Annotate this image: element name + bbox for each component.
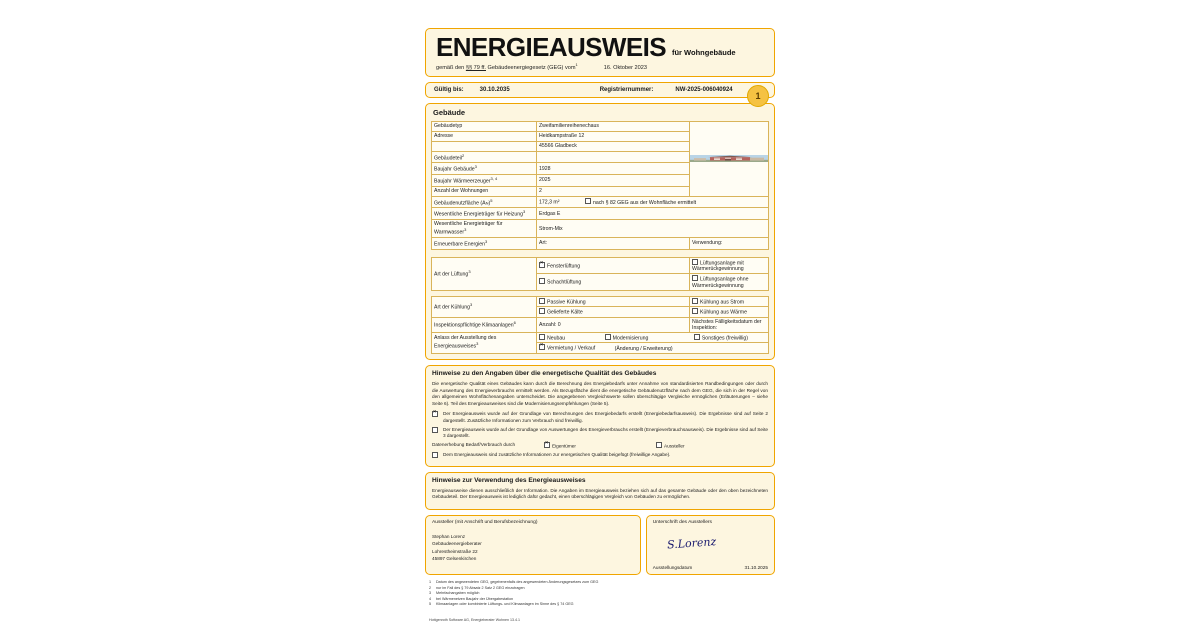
validity-box [425,82,775,98]
issuer-city: 45897 Gelsenkirchen [432,555,477,561]
table-row [432,220,769,238]
heating-energy-label-text: Wesentliche Energieträger für Heizung [434,212,524,219]
renewable-label-text: Erneuerbare Energien [434,241,486,248]
signature-mark: S.Lorenz [666,535,717,552]
reason-option[interactable] [605,334,649,342]
issuer-details-title: Aussteller (mit Anschrift und Berufsbezeichnung) [432,520,538,526]
table-row [432,296,769,307]
footnote-text: Klimaanlagen oder kombinierte Lüftungs- und Klimaanlagen im Sinne des § 74 GEG [436,602,574,607]
row-label [432,175,537,187]
reason-options-row [537,343,769,354]
footnote-number: 1 [429,580,432,585]
reason-option-label: (Änderung / Erweiterung) [614,345,673,352]
checkbox-icon[interactable] [432,427,438,433]
cooling-label [432,296,537,317]
legal-rest: Gebäudeenergiegesetz (GEG) vom [485,64,576,71]
inspection-sup: 6 [513,320,516,326]
reason-option [615,346,673,352]
water-energy-sup: 3 [464,227,467,233]
building-section [425,103,775,360]
usable-area-label-text: Gebäudenutzfläche (A [434,200,486,207]
row-label-text: Gebäudeteil [434,155,462,162]
footnote-number: 3 [429,591,432,596]
page-number-badge: 1 [747,85,769,107]
checkbox-icon[interactable] [692,275,698,281]
cooling-label-text: Art der Kühlung [434,305,471,312]
additional-info-text: Dem Energieausweis sind zusätzliche Informationen zur energetischen Qualität beigefügt (freiwillige Angabe). [443,451,671,457]
reason-option-label: Sonstiges (freiwillig) [701,335,748,342]
reason-option[interactable] [694,334,748,342]
reason-label-line1: Anlass der Ausstellung des [434,335,497,342]
checkbox-icon[interactable] [656,442,662,448]
reason-option-label: Vermietung / Verkauf [547,345,596,352]
issuer-street: Lohrestheimstraße 22 [432,548,478,554]
footnote-text: bei Wärmenetzen Baujahr der Übergabestation [436,596,514,601]
row-value: 1928 [537,163,690,175]
building-photo [690,155,768,162]
row-label [432,141,537,151]
checkbox-icon[interactable] [692,259,698,265]
row-label: Anzahl der Wohnungen [432,186,537,196]
water-energy-label-text: Wesentliche Energieträger für Warmwasser [434,221,503,236]
usable-area-value: 172,3 m² [539,199,560,206]
row-value [537,151,690,163]
validity-label: Gültig bis: [434,86,464,93]
table-row [432,196,769,208]
title-row [436,32,764,62]
validity-value: 30.10.2035 [479,86,510,93]
water-energy-value: Strom-Mix [537,220,769,238]
checkbox-icon[interactable] [432,452,438,458]
usable-area-sup: 5 [490,197,493,203]
usage-notes-paragraph: Energieausweise dienen ausschließlich der Information. Die Angaben im Energieausweis beziehen sich auf das gesamte Gebäude oder den oben bezeichneten Gebäudeteil. Der Energieausweis ist lediglich dafür gedacht, einen überschlägigen Vergleich von Gebäuden zu ermöglichen. [432,487,768,500]
issuer-details-body [432,533,634,562]
cooling-option[interactable] [690,307,769,318]
row-value: 2 [537,186,690,196]
renewable-art: Art: [537,237,690,249]
footnote-number: 4 [429,596,432,601]
checkbox-icon[interactable] [539,298,545,304]
checkbox-icon[interactable] [539,334,545,340]
ventilation-option[interactable] [690,274,769,291]
row-label-text: Baujahr Wärmeerzeuger [434,178,491,185]
energy-certificate-page [425,28,775,622]
renewable-sup: 3 [485,238,488,244]
footnote-text: Mehrfachangaben möglich [436,591,480,596]
reason-option[interactable] [539,344,595,352]
cooling-option-label: Passive Kühlung [547,299,586,306]
quality-option-verbrauch[interactable] [432,427,768,441]
checkbox-checked-icon[interactable] [544,442,550,448]
issuer-name: Stephan Lorenz [432,534,466,540]
renewable-verwendung: Verwendung: [690,237,769,249]
data-collection-owner-label: Eigentümer [552,443,576,449]
legal-date: 16. Oktober 2023 [603,64,647,71]
legal-sections: §§ 79 ff. [465,64,486,71]
footnote-item [429,602,771,608]
footnote-text: Datum des angewendeten GEG, gegebenenfalls des angewendeten Änderungsgesetzes zum GEG [436,580,599,585]
usable-area-label [432,196,537,208]
data-collection-issuer-label: Aussteller [664,443,685,449]
ventilation-option-label: Schachtlüftung [547,279,582,286]
checkbox-icon[interactable] [539,278,545,284]
issuer-section [425,515,775,575]
inspection-count-cell [537,317,690,332]
row-value: 45566 Gladbeck [537,141,690,151]
cooling-option-label: Gelieferte Kälte [547,309,583,316]
title-box [425,28,775,77]
row-value: 2025 [537,175,690,187]
table-row [432,317,769,332]
footnotes [425,580,775,608]
document-subtitle: für Wohngebäude [671,47,736,57]
water-energy-label [432,220,537,238]
renewable-label [432,237,537,249]
checkbox-icon[interactable] [605,334,611,340]
data-collection-row [432,442,768,449]
heating-energy-label [432,208,537,220]
quality-option-text: Der Energieausweis wurde auf der Grundlage von Auswertungen des Energieverbrauchs erstellt (Energieverbrauchsausweis). Die Ergebnisse sind auf Seite 3 dargestellt. [443,426,768,439]
reason-option-label: Modernisierung [612,335,649,342]
table-row [432,237,769,249]
table-row [432,257,769,274]
heating-energy-sup: 3 [523,209,526,215]
cooling-option-label: Kühlung aus Wärme [700,309,747,316]
inspection-label [432,317,537,332]
ventilation-label-text: Art der Lüftung [434,272,469,279]
checkbox-icon[interactable] [692,298,698,304]
cooling-option[interactable] [690,296,769,307]
table-row [432,249,769,257]
inspection-count-label: Anzahl: [539,321,557,328]
footnote-number: 2 [429,585,432,590]
row-label [432,151,537,163]
ventilation-option-label: Lüftungsanlage ohne Wärmerückgewinnung [692,276,749,289]
checkbox-checked-icon[interactable] [432,411,438,417]
inspection-label-text: Inspektionspflichtige Klimaanlagen [434,323,514,330]
data-collection-owner[interactable] [544,442,656,449]
issuer-details-box [425,515,641,575]
issue-date-label: Ausstellungsdatum [652,565,693,571]
validity-wrap [425,82,775,101]
issuer-profession: Gebäudeenergieberater [432,541,482,547]
ventilation-label [432,257,537,290]
table-row [432,332,769,343]
table-row [432,208,769,220]
checkbox-icon[interactable] [585,198,591,204]
cooling-option[interactable] [537,296,690,307]
reason-label-line2: Energieausweises [434,344,477,351]
ventilation-sup: 3 [468,269,471,275]
document-title: ENERGIEAUSWEIS [436,32,666,62]
row-value: Zweifamilienreihenechaus [537,121,690,131]
quality-notes-section [425,365,775,467]
software-credit: Hottgenroth Software AG, Energieberater Wohnen 13.4.1 [429,617,521,622]
ventilation-option[interactable] [690,257,769,274]
checkbox-icon[interactable] [694,334,700,340]
reason-option-label: Neubau [547,335,566,342]
usable-area-sub: N [485,200,489,206]
usable-area-check-label: nach § 82 GEG aus der Wohnfläche ermittelt [592,199,697,206]
registration-label: Registriernummer: [599,86,654,93]
reason-label [432,332,537,353]
issue-date-value: 31.10.2025 [744,565,768,571]
reason-sup: 3 [476,341,479,347]
inspection-due-label: Nächstes Fälligkeitsdatum der Inspektion: [690,317,769,332]
reason-option[interactable] [539,334,565,342]
quality-notes-heading: Hinweise zu den Angaben über die energetische Qualität des Gebäudes [432,369,657,377]
row-label: Adresse [432,131,537,141]
registration-value: NW-2025-006040924 [675,86,733,93]
additional-info-option[interactable] [432,452,768,459]
signature-title: Unterschrift des Ausstellers [652,520,712,526]
row-label-sup: 3 [474,164,477,170]
row-label-sup: 2 [461,152,465,158]
building-table [431,121,769,354]
issue-date-row [653,565,768,570]
row-label [432,163,537,175]
heating-energy-value: Erdgas E [537,208,769,220]
cooling-option-label: Kühlung aus Strom [700,299,745,306]
legal-footnote-marker: 1 [575,61,578,67]
footnote-number: 5 [429,602,432,607]
usage-notes-section [425,472,775,511]
usable-area-value-cell [537,196,769,208]
row-label-sup: 3, 4 [490,176,498,182]
reason-options-row [537,332,769,343]
row-value: Heidkampstraße 12 [537,131,690,141]
quality-notes-paragraph: Die energetische Qualität eines Gebäudes kann durch die Berechnung des Energiebedarfs unter Annahme von standardisierten Randbedingungen oder durch die Auswertung des Energieverbrauchs ermittelt werden. Als Bezugsfläche dient die energetische Gebäudenutzfläche nach dem GEG, die sich in der Regel von den allgemeinen Wohnflächenangaben unterscheidet. Die angegebenen Vergleichswerte sollen überschlägige Vergleiche ermöglichen (Erläuterungen – siehe Seite 6). Teil des Energieausweises sind die Modernisierungsempfehlungen (Seite 5). [432,380,768,407]
usable-area-label-end: ) [488,200,491,207]
checkbox-checked-icon[interactable] [539,344,545,350]
footnote-text: nur im Fall des § 79 Absatz 2 Satz 2 GEG einzutragen [436,585,525,590]
quality-option-bedarf[interactable] [432,411,768,425]
ventilation-option-label: Lüftungsanlage mit Wärmerückgewinnung [692,260,744,273]
checkbox-checked-icon[interactable] [539,262,545,268]
usable-area-checkbox-wrap[interactable] [585,200,696,206]
row-label: Gebäudetyp [432,121,537,131]
ventilation-option[interactable] [537,257,690,274]
building-heading: Gebäude [433,107,466,117]
usage-notes-heading: Hinweise zur Verwendung des Energieausweises [432,476,586,484]
building-photo-cell [690,121,769,196]
legal-basis-line [436,62,764,71]
quality-option-text: Der Energieausweis wurde auf der Grundlage von Berechnungen des Energiebedarfs erstellt (Energiebedarfsausweis). Die Ergebnisse sind auf Seite 2 dargestellt. Zusätzliche Informationen zum Verbrauch sind freiwillig. [443,410,768,423]
checkbox-icon[interactable] [692,308,698,314]
data-collection-label: Datenerhebung Bedarf/Verbrauch durch [432,442,516,448]
data-collection-issuer[interactable] [656,442,768,449]
cooling-option[interactable] [537,307,690,318]
cooling-sup: 3 [470,302,473,308]
ventilation-option[interactable] [537,274,690,291]
inspection-count-value: 0 [557,321,561,328]
row-label-text: Baujahr Gebäude [434,167,475,174]
table-row [432,121,769,131]
legal-prefix: gemäß den [436,64,466,71]
checkbox-icon[interactable] [539,308,545,314]
issuer-signature-box [646,515,775,575]
ventilation-option-label: Fensterlüftung [547,263,581,270]
